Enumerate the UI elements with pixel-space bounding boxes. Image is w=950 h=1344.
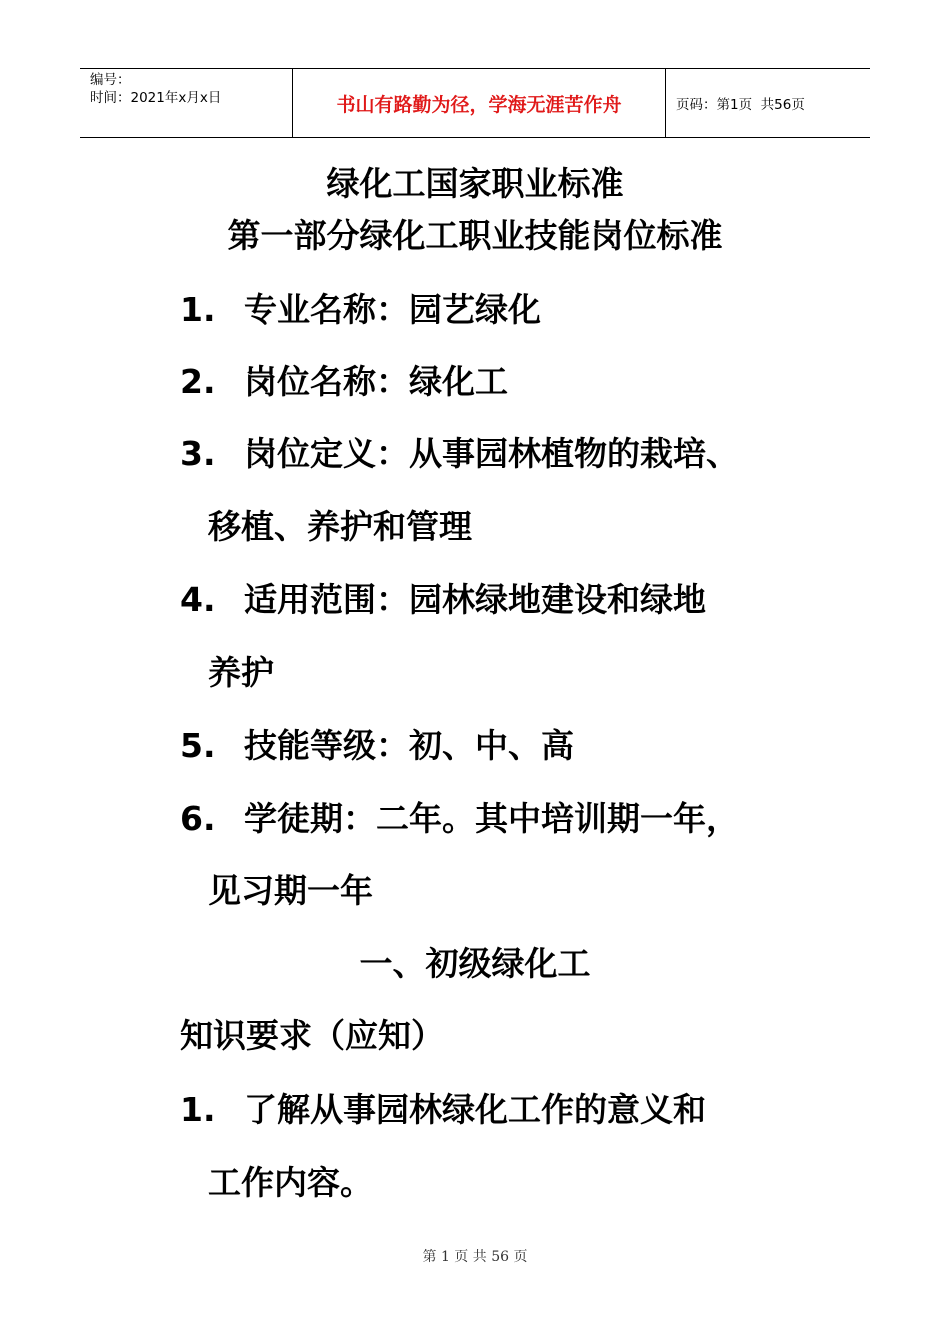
header-meta	[80, 69, 293, 137]
item-number: 4.	[180, 580, 216, 619]
list-item	[180, 799, 739, 839]
list-item	[180, 726, 574, 766]
list-item	[180, 362, 508, 402]
item-text: 技能等级：初、中、高	[244, 726, 574, 765]
document-title: 绿化工国家职业标准	[326, 164, 624, 203]
page-header	[80, 68, 870, 138]
document-subtitle: 第一部分绿化工职业技能岗位标准	[227, 216, 723, 255]
item-number: 2.	[180, 362, 216, 401]
number-label: 编号：	[90, 72, 131, 88]
item-number: 3.	[180, 434, 216, 473]
list-item-continuation: 养护	[208, 653, 274, 692]
item-text: 岗位定义：从事园林植物的栽培、	[244, 434, 739, 473]
item-text: 学徒期：二年。其中培训期一年，	[244, 799, 739, 838]
item-number: 5.	[180, 726, 216, 765]
header-motto: 书山有路勤为径，学海无涯苦作舟	[293, 69, 666, 137]
list-item	[180, 434, 739, 474]
time-label: 时间：2021年x月x日	[90, 90, 222, 106]
list-item-continuation: 见习期一年	[208, 871, 373, 910]
item-number: 1.	[180, 1090, 216, 1129]
knowledge-heading: 知识要求（应知）	[180, 1016, 444, 1055]
item-text: 专业名称：园艺绿化	[244, 290, 541, 329]
item-text: 了解从事园林绿化工作的意义和	[244, 1090, 706, 1129]
item-text: 岗位名称：绿化工	[244, 362, 508, 401]
item-text: 适用范围：园林绿地建设和绿地	[244, 580, 706, 619]
item-number: 1.	[180, 290, 216, 329]
page-footer: 第 1 页 共 56 页	[422, 1249, 528, 1265]
list-item-continuation: 工作内容。	[208, 1163, 373, 1202]
list-item	[180, 580, 706, 620]
header-page-info	[666, 69, 870, 137]
page-info-text: 页码：第1页 共56页	[676, 97, 805, 113]
section-heading: 一、初级绿化工	[359, 944, 591, 983]
list-item	[180, 290, 541, 330]
list-item-continuation: 移植、养护和管理	[208, 507, 472, 546]
item-number: 6.	[180, 799, 216, 838]
list-item	[180, 1090, 706, 1130]
